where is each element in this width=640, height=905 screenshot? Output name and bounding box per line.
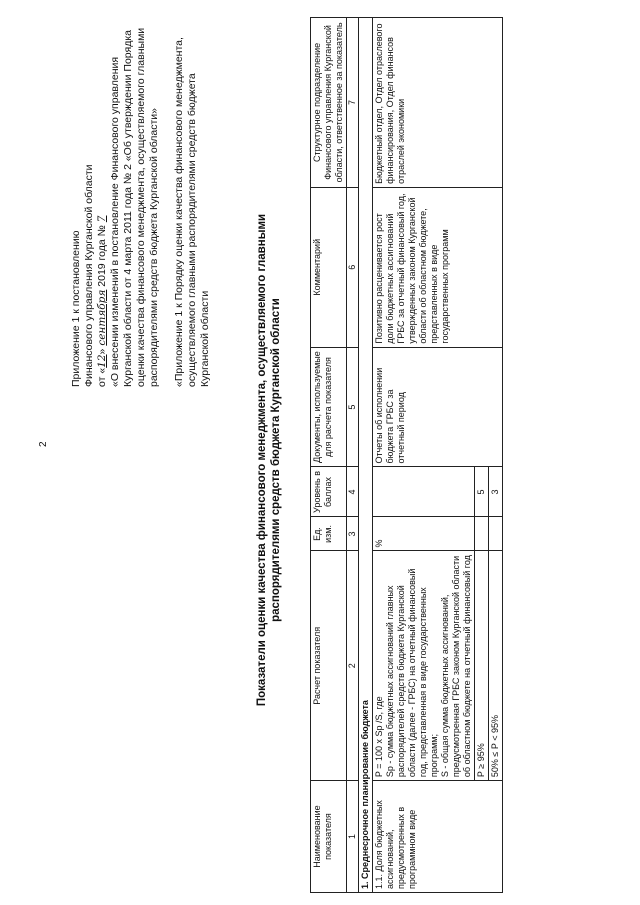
page-number: 2 [38, 441, 49, 447]
indicator-documents: Отчеты об исполнении бюджета ГРБС за отчетный период [373, 347, 503, 467]
header-name: Наименование показателя [311, 781, 347, 893]
header-documents: Документы, используемые для расчета показателя [311, 347, 347, 467]
column-number: 3 [347, 517, 359, 551]
criteria-condition: P ≥ 95% [475, 551, 489, 781]
column-number: 7 [347, 18, 359, 188]
indicator-calc [373, 551, 475, 781]
column-number: 1 [347, 781, 359, 893]
appendix-line: Приложение 1 к постановлению [70, 230, 82, 387]
column-number: 5 [347, 347, 359, 467]
header-comment: Комментарий [311, 187, 347, 347]
indicator-department: Бюджетный отдел, Отдел отраслевого финансирования, Отдел финансов отраслей экономики [373, 18, 503, 188]
appendix-change-text: «О внесении изменений в постановление Финансового управления Курганской области от 4 марта 2011 года № 2 «Об утверждении Порядка оценки качества финансового менеджмента, осуществляемого главными распорядителями средств бюджета Курганской области» [109, 27, 160, 387]
criteria-unit [475, 517, 489, 551]
criteria-score: 3 [489, 467, 503, 517]
calc-formula: P = 100 x Sp /S, где [374, 696, 384, 778]
column-number-row [347, 18, 359, 893]
column-number: 6 [347, 187, 359, 347]
calc-s-definition: S - общая сумма бюджетных ассигнований, предусмотренная ГРБС законом Курганской области об областном бюджете на отчетный финансовый год [440, 555, 472, 778]
section-row [359, 18, 373, 893]
title-line-2: распорядителями средств бюджета Курганской области [270, 298, 282, 622]
indicator-comment: Позитивно расценивается рост доли бюджетных ассигнований ГРБС за отчетный финансовый год, утвержденных законом Курганской области об областном бюджете, представленных в виде государственных программ [373, 187, 503, 347]
header-calc: Расчет показателя [311, 551, 347, 781]
appendix-date-line: от «12» сентября 2019 года № 7 [96, 215, 108, 387]
indicators-table [310, 17, 503, 893]
section-title: 1. Среднесрочное планирование бюджета [359, 18, 373, 893]
handwritten-month: сентября [96, 289, 108, 346]
calc-sp-definition: Sp - сумма бюджетных ассигнований главных распорядителей средств бюджета Курганской области (далее - ГРБС) на отчетный финансовый год, представленная в виде государственных программ; [385, 568, 439, 778]
header-score: Уровень в баллах [311, 467, 347, 517]
indicator-name: 1.1. Доля бюджетных ассигнований, предусмотренных в программном виде [373, 781, 503, 893]
table-header-row [311, 18, 347, 893]
criteria-unit [489, 517, 503, 551]
column-number: 4 [347, 467, 359, 517]
indicator-unit: % [373, 517, 475, 551]
criteria-score: 5 [475, 467, 489, 517]
indicator-score-empty [373, 467, 475, 517]
column-number: 2 [347, 551, 359, 781]
document-title [255, 55, 283, 865]
header-department: Структурное подразделение Финансового управления Курганской области, ответственное за показатель [311, 18, 347, 188]
table-row [373, 18, 475, 893]
appendix-quote-text: «Приложение 1 к Порядку оценки качества финансового менеджмента, осуществляемого главными распорядителями средств бюджета Курганской области [173, 37, 211, 387]
appendix-line: Финансового управления Курганской области [83, 164, 95, 387]
header-unit: Ед. изм. [311, 517, 347, 551]
appendix-header [70, 27, 212, 387]
handwritten-day: 12 [96, 354, 108, 368]
title-line-1: Показатели оценки качества финансового менеджмента, осуществляемого главными [256, 213, 268, 707]
handwritten-number: 7 [96, 215, 108, 223]
criteria-condition: 50% ≤ P < 95% [489, 551, 503, 781]
